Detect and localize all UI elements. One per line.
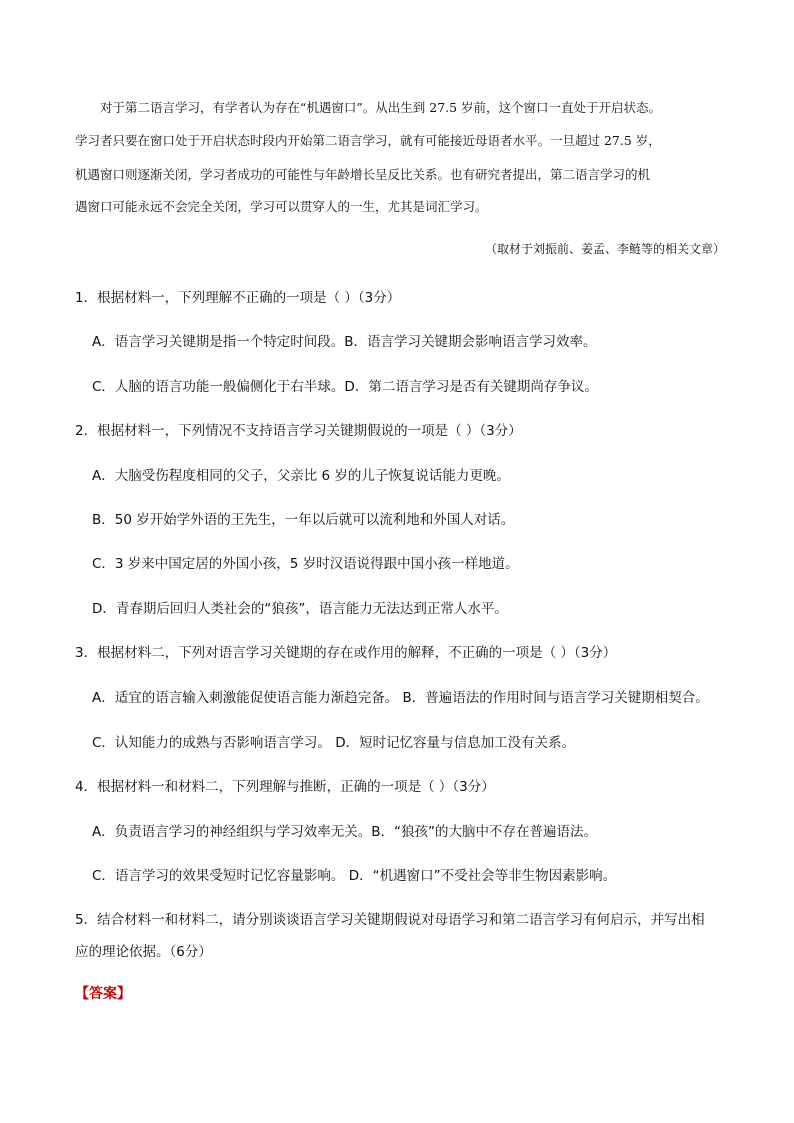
question-2-option-c: C．3 岁来中国定居的外国小孩，5 岁时汉语说得跟中国小孩一样地道。 (92, 556, 519, 572)
question-3-stem: 3．根据材料二，下列对语言学习关键期的存在或作用的解释，不正确的一项是（ ）（3分） (75, 645, 617, 661)
question-3-options-row-2: C．认知能力的成熟与否影响语言学习。 D．短时记忆容量与信息加工没有关系。 (92, 735, 576, 751)
question-2-option-d: D．青春期后回归人类社会的“狼孩”，语言能力无法达到正常人水平。 (92, 601, 508, 617)
question-4-options-row-1: A．负责语言学习的神经组织与学习效率无关。B．“狼孩”的大脑中不存在普遍语法。 (92, 824, 597, 840)
passage-source: （取材于刘振前、姜孟、李鲢等的相关文章） (484, 242, 725, 256)
answer-label: 【答案】 (75, 986, 131, 1002)
question-1-stem: 1．根据材料一，下列理解不正确的一项是（ ）（3分） (75, 290, 401, 306)
question-2-option-b: B．50 岁开始学外语的王先生，一年以后就可以流利地和外国人对话。 (92, 512, 515, 528)
question-5-stem-continued: 应的理论依据。（6分） (75, 944, 212, 960)
passage-line-3: 机遇窗口则逐渐关闭，学习者成功的可能性与年龄增长呈反比关系。也有研究者提出，第二语言学习的机 (75, 167, 651, 182)
question-3-options-row-1: A．适宜的语言输入刺激能促使语言能力渐趋完备。 B．普遍语法的作用时间与语言学习关键期相契合。 (92, 690, 709, 706)
question-5-stem: 5．结合材料一和材料二，请分别谈谈语言学习关键期假说对母语学习和第二语言学习有何启示，并写出相 (75, 912, 705, 928)
question-4-options-row-2: C．语言学习的效果受短时记忆容量影响。 D．“机遇窗口”不受社会等非生物因素影响。 (92, 868, 617, 884)
passage-line-2: 学习者只要在窗口处于开启状态时段内开始第二语言学习，就有可能接近母语者水平。一旦超过 27.5 岁， (75, 133, 661, 148)
question-4-stem: 4．根据材料一和材料二，下列理解与推断，正确的一项是（ ）（3分） (75, 779, 495, 795)
question-2-stem: 2．根据材料一，下列情况不支持语言学习关键期假说的一项是（ ）（3分） (75, 423, 522, 439)
passage-line-1: 对于第二语言学习，有学者认为存在“机遇窗口”。从出生到 27.5 岁前，这个窗口一直处于开启状态。 (75, 100, 662, 115)
question-1-options-row-2: C．人脑的语言功能一般偏侧化于右半球。D．第二语言学习是否有关键期尚存争议。 (92, 379, 598, 395)
question-1-options-row-1: A．语言学习关键期是指一个特定时间段。B．语言学习关键期会影响语言学习效率。 (92, 334, 597, 350)
passage-line-4: 遇窗口可能永远不会完全关闭，学习可以贯穿人的一生，尤其是词汇学习。 (75, 199, 488, 214)
question-2-option-a: A．大脑受伤程度相同的父子，父亲比 6 岁的儿子恢复说话能力更晚。 (92, 468, 510, 484)
